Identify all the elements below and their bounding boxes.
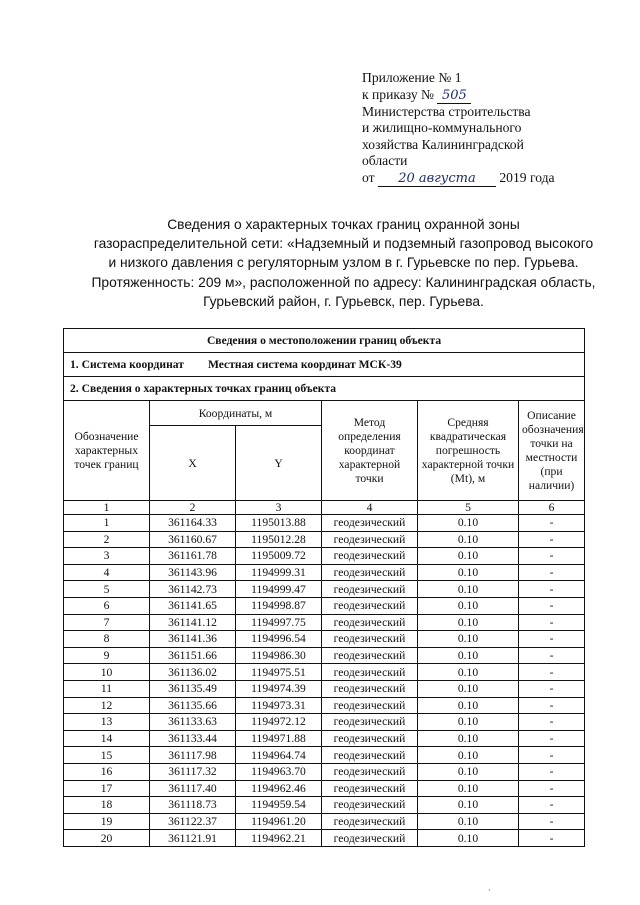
coord-system-label: 1. Система координат	[70, 358, 184, 371]
description-cell: -	[519, 531, 585, 548]
description-cell: -	[519, 697, 585, 714]
accuracy-cell: 0.10	[418, 515, 519, 532]
x-coordinate-cell: 361141.65	[150, 597, 236, 614]
x-coordinate-cell: 361141.36	[150, 631, 236, 648]
column-number: 6	[519, 501, 585, 515]
method-cell: геодезический	[322, 747, 418, 764]
y-coordinate-cell: 1194998.87	[236, 597, 322, 614]
accuracy-cell: 0.10	[418, 763, 519, 780]
method-cell: геодезический	[322, 730, 418, 747]
header-method: Метод определения координат характерной точки	[322, 401, 418, 501]
date-prefix: от	[362, 169, 375, 185]
accuracy-cell: 0.10	[418, 664, 519, 681]
point-id-cell: 4	[64, 564, 150, 581]
description-cell: -	[519, 780, 585, 797]
appendix-line-1: Приложение № 1	[362, 70, 462, 85]
description-cell: -	[519, 647, 585, 664]
title-line: и низкого давления с регуляторным узлом в г. Гурьевске по пер. Гурьева.	[108, 255, 579, 271]
method-cell: геодезический	[322, 548, 418, 565]
x-coordinate-cell: 361142.73	[150, 581, 236, 598]
x-coordinate-cell: 361117.98	[150, 747, 236, 764]
description-cell: -	[519, 747, 585, 764]
description-cell: -	[519, 614, 585, 631]
y-coordinate-cell: 1194975.51	[236, 664, 322, 681]
method-cell: геодезический	[322, 564, 418, 581]
accuracy-cell: 0.10	[418, 647, 519, 664]
y-coordinate-cell: 1194997.75	[236, 614, 322, 631]
point-id-cell: 3	[64, 548, 150, 565]
point-id-cell: 11	[64, 680, 150, 697]
description-cell: -	[519, 797, 585, 814]
header-point: Обозначение характерных точек границ	[64, 401, 150, 501]
accuracy-cell: 0.10	[418, 581, 519, 598]
method-cell: геодезический	[322, 531, 418, 548]
description-cell: -	[519, 714, 585, 731]
y-coordinate-cell: 1194996.54	[236, 631, 322, 648]
accuracy-cell: 0.10	[418, 813, 519, 830]
y-coordinate-cell: 1194986.30	[236, 647, 322, 664]
x-coordinate-cell: 361143.96	[150, 564, 236, 581]
description-cell: -	[519, 763, 585, 780]
method-cell: геодезический	[322, 647, 418, 664]
table-row	[64, 680, 585, 697]
coord-system-value: Местная система координат МСК-39	[207, 358, 402, 371]
method-cell: геодезический	[322, 515, 418, 532]
accuracy-cell: 0.10	[418, 697, 519, 714]
point-id-cell: 12	[64, 697, 150, 714]
column-numbers-row	[64, 501, 585, 515]
y-coordinate-cell: 1194959.54	[236, 797, 322, 814]
method-cell: геодезический	[322, 780, 418, 797]
description-cell: -	[519, 664, 585, 681]
method-cell: геодезический	[322, 680, 418, 697]
x-coordinate-cell: 361117.32	[150, 763, 236, 780]
description-cell: -	[519, 730, 585, 747]
appendix-block	[362, 70, 582, 187]
accuracy-cell: 0.10	[418, 564, 519, 581]
title-line: Протяженность: 209 м», расположенной по адресу: Калининградская область,	[91, 274, 596, 290]
date-handwritten: 20 августа	[378, 172, 496, 187]
description-cell: -	[519, 631, 585, 648]
x-coordinate-cell: 361136.02	[150, 664, 236, 681]
y-coordinate-cell: 1194972.12	[236, 714, 322, 731]
table-row	[64, 631, 585, 648]
y-coordinate-cell: 1194971.88	[236, 730, 322, 747]
table-row	[64, 515, 585, 532]
accuracy-cell: 0.10	[418, 730, 519, 747]
method-cell: геодезический	[322, 813, 418, 830]
order-prefix: к приказу №	[362, 86, 435, 102]
point-id-cell: 9	[64, 647, 150, 664]
accuracy-cell: 0.10	[418, 714, 519, 731]
title-line: Сведения о характерных точках границ охранной зоны	[167, 217, 520, 232]
y-coordinate-cell: 1195012.28	[236, 531, 322, 548]
y-coordinate-cell: 1194961.20	[236, 813, 322, 830]
point-id-cell: 20	[64, 830, 150, 847]
point-id-cell: 15	[64, 747, 150, 764]
table-row	[64, 614, 585, 631]
table-row	[64, 780, 585, 797]
y-coordinate-cell: 1194973.31	[236, 697, 322, 714]
column-number: 1	[64, 501, 150, 515]
table-row	[64, 697, 585, 714]
table-row	[64, 714, 585, 731]
table-row	[64, 597, 585, 614]
point-id-cell: 14	[64, 730, 150, 747]
accuracy-cell: 0.10	[418, 597, 519, 614]
point-id-cell: 1	[64, 515, 150, 532]
column-number: 2	[150, 501, 236, 515]
accuracy-cell: 0.10	[418, 747, 519, 764]
table-row	[64, 664, 585, 681]
y-coordinate-cell: 1194964.74	[236, 747, 322, 764]
point-id-cell: 18	[64, 797, 150, 814]
column-number: 5	[418, 501, 519, 515]
y-coordinate-cell: 1194974.39	[236, 680, 322, 697]
column-number: 3	[236, 501, 322, 515]
x-coordinate-cell: 361141.12	[150, 614, 236, 631]
y-coordinate-cell: 1195009.72	[236, 548, 322, 565]
appendix-line-3: Министерства строительства	[362, 103, 531, 119]
method-cell: геодезический	[322, 697, 418, 714]
x-coordinate-cell: 361164.33	[150, 515, 236, 532]
appendix-line-6: области	[362, 153, 408, 169]
method-cell: геодезический	[322, 797, 418, 814]
point-id-cell: 16	[64, 763, 150, 780]
point-id-cell: 7	[64, 614, 150, 631]
method-cell: геодезический	[322, 714, 418, 731]
table-row	[64, 797, 585, 814]
x-coordinate-cell: 361121.91	[150, 830, 236, 847]
table-row	[64, 763, 585, 780]
description-cell: -	[519, 564, 585, 581]
table-row	[64, 747, 585, 764]
method-cell: геодезический	[322, 664, 418, 681]
coordinate-system-row	[64, 353, 585, 377]
appendix-line-4: и жилищно-коммунального	[362, 120, 522, 136]
point-id-cell: 13	[64, 714, 150, 731]
table-row	[64, 581, 585, 598]
table-row	[64, 647, 585, 664]
method-cell: геодезический	[322, 597, 418, 614]
x-coordinate-cell: 361135.66	[150, 697, 236, 714]
x-coordinate-cell: 361118.73	[150, 797, 236, 814]
accuracy-cell: 0.10	[418, 531, 519, 548]
appendix-order-line	[362, 87, 582, 104]
description-cell: -	[519, 813, 585, 830]
description-cell: -	[519, 581, 585, 598]
column-number: 4	[322, 501, 418, 515]
description-cell: -	[519, 680, 585, 697]
x-coordinate-cell: 361135.49	[150, 680, 236, 697]
accuracy-cell: 0.10	[418, 614, 519, 631]
method-cell: геодезический	[322, 631, 418, 648]
order-number-handwritten: 505	[437, 89, 471, 104]
y-coordinate-cell: 1194999.47	[236, 581, 322, 598]
header-accuracy: Средняя квадратическая погрешность характерной точки (Mt), м	[418, 401, 519, 501]
x-coordinate-cell: 361161.78	[150, 548, 236, 565]
x-coordinate-cell: 361160.67	[150, 531, 236, 548]
x-coordinate-cell: 361122.37	[150, 813, 236, 830]
header-description: Описание обозначения точки на местности (при наличии)	[519, 401, 585, 501]
method-cell: геодезический	[322, 763, 418, 780]
table-row	[64, 830, 585, 847]
point-id-cell: 19	[64, 813, 150, 830]
accuracy-cell: 0.10	[418, 830, 519, 847]
accuracy-cell: 0.10	[418, 631, 519, 648]
y-coordinate-cell: 1194999.31	[236, 564, 322, 581]
appendix-line-5: хозяйства Калининградской	[362, 136, 524, 152]
point-id-cell: 5	[64, 581, 150, 598]
table-row	[64, 564, 585, 581]
table-row	[64, 730, 585, 747]
method-cell: геодезический	[322, 830, 418, 847]
accuracy-cell: 0.10	[418, 797, 519, 814]
boundary-points-table	[63, 328, 585, 847]
date-suffix: 2019 года	[499, 169, 555, 185]
y-coordinate-cell: 1195013.88	[236, 515, 322, 532]
appendix-date-line	[362, 170, 582, 187]
method-cell: геодезический	[322, 614, 418, 631]
header-y: Y	[236, 426, 322, 501]
table-row	[64, 531, 585, 548]
table-row	[64, 813, 585, 830]
y-coordinate-cell: 1194963.70	[236, 763, 322, 780]
table-row	[64, 548, 585, 565]
point-id-cell: 6	[64, 597, 150, 614]
accuracy-cell: 0.10	[418, 680, 519, 697]
point-id-cell: 2	[64, 531, 150, 548]
document-title	[56, 215, 631, 311]
description-cell: -	[519, 830, 585, 847]
title-line: Гурьевский район, г. Гурьевск, пер. Гурьева.	[203, 293, 484, 309]
y-coordinate-cell: 1194962.21	[236, 830, 322, 847]
x-coordinate-cell: 361133.63	[150, 714, 236, 731]
scan-mark: ·	[488, 885, 491, 895]
x-coordinate-cell: 361117.40	[150, 780, 236, 797]
point-id-cell: 17	[64, 780, 150, 797]
method-cell: геодезический	[322, 581, 418, 598]
section-title: Сведения о местоположении границ объекта	[64, 329, 585, 353]
points-section-title: 2. Сведения о характерных точках границ объекта	[64, 377, 585, 401]
header-coordinates: Координаты, м	[150, 401, 322, 426]
x-coordinate-cell: 361133.44	[150, 730, 236, 747]
accuracy-cell: 0.10	[418, 780, 519, 797]
description-cell: -	[519, 515, 585, 532]
point-id-cell: 8	[64, 631, 150, 648]
title-line: газораспределительной сети: «Надземный и подземный газопровод высокого	[93, 236, 594, 252]
accuracy-cell: 0.10	[418, 548, 519, 565]
y-coordinate-cell: 1194962.46	[236, 780, 322, 797]
point-id-cell: 10	[64, 664, 150, 681]
x-coordinate-cell: 361151.66	[150, 647, 236, 664]
header-x: X	[150, 426, 236, 501]
description-cell: -	[519, 597, 585, 614]
description-cell: -	[519, 548, 585, 565]
